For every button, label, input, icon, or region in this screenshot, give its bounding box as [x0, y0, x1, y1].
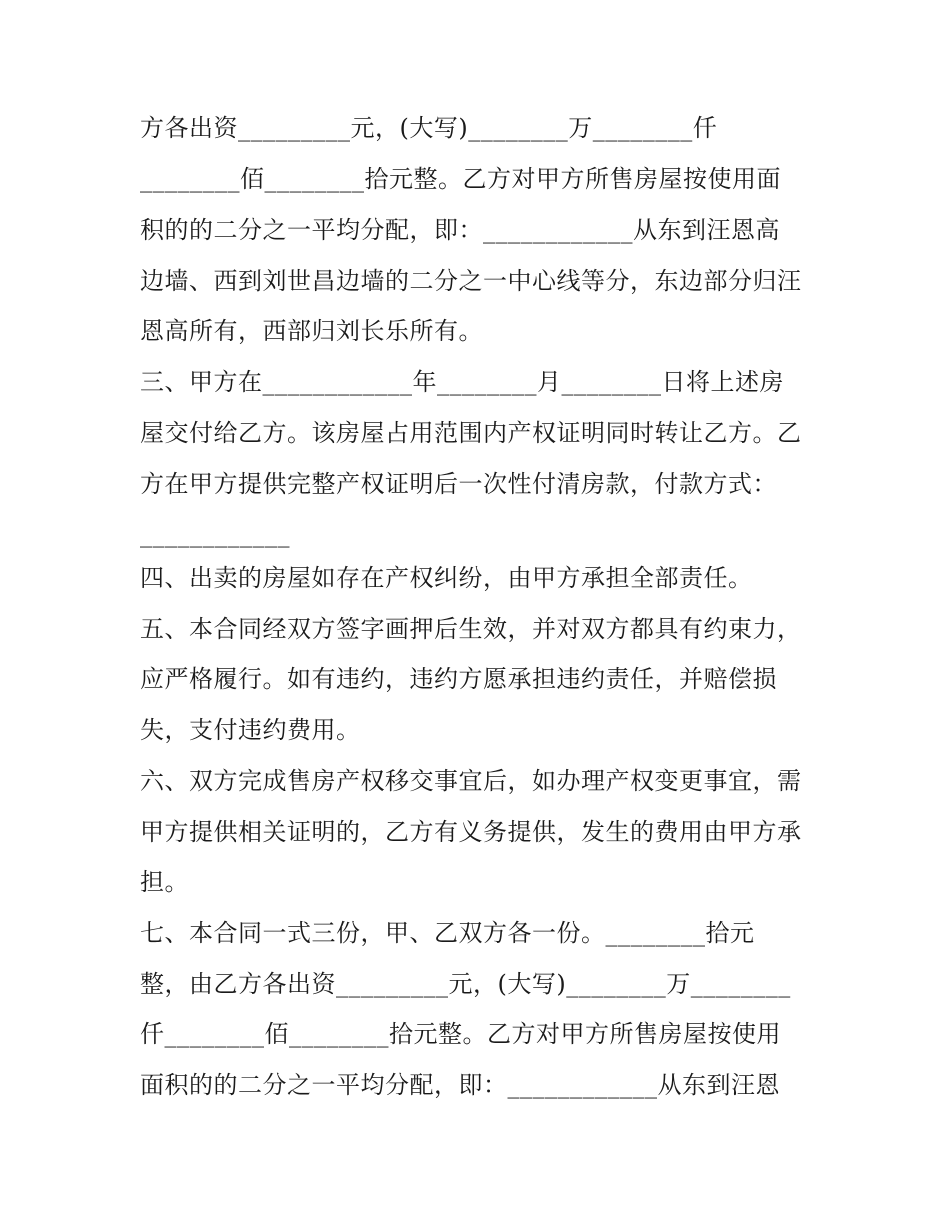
text-line: ____________ — [140, 520, 290, 548]
text-line: 方在甲方提供完整产权证明后一次性付清房款，付款方式： — [140, 470, 777, 498]
text-line: 失，支付违约费用。 — [140, 716, 361, 744]
text-line: 积的的二分之一平均分配，即：____________从东到汪恩高 — [140, 216, 780, 244]
text-line: 面积的的二分之一平均分配，即：____________从东到汪恩 — [140, 1071, 780, 1099]
text-line: 方各出资_________元，(大写)________万________仟 — [140, 114, 718, 142]
text-line: 边墙、西到刘世昌边墙的二分之一中心线等分，东边部分归汪 — [140, 267, 802, 295]
text-line: 整，由乙方各出资_________元，(大写)________万________ — [140, 970, 791, 998]
text-line: 应严格履行。如有违约，违约方愿承担违约责任，并赔偿损 — [140, 665, 777, 693]
text-line: 担。 — [140, 868, 189, 896]
text-line: 六、双方完成售房产权移交事宜后，如办理产权变更事宜，需 — [140, 767, 802, 795]
text-line: 甲方提供相关证明的，乙方有义务提供，发生的费用由甲方承 — [140, 818, 802, 846]
text-line: 屋交付给乙方。该房屋占用范围内产权证明同时转让乙方。乙 — [140, 419, 802, 447]
text-line: ________佰________拾元整。乙方对甲方所售房屋按使用面 — [140, 165, 781, 193]
text-line: 仟________佰________拾元整。乙方对甲方所售房屋按使用 — [140, 1020, 781, 1048]
text-line: 三、甲方在____________年________月________日将上述房 — [140, 368, 784, 396]
text-line: 七、本合同一式三份，甲、乙双方各一份。________拾元 — [140, 919, 755, 947]
text-line: 四、出卖的房屋如存在产权纠纷，由甲方承担全部责任。 — [140, 564, 753, 592]
text-line: 恩高所有，西部归刘长乐所有。 — [140, 317, 483, 345]
text-line: 五、本合同经双方签字画押后生效，并对双方都具有约束力， — [140, 615, 802, 643]
